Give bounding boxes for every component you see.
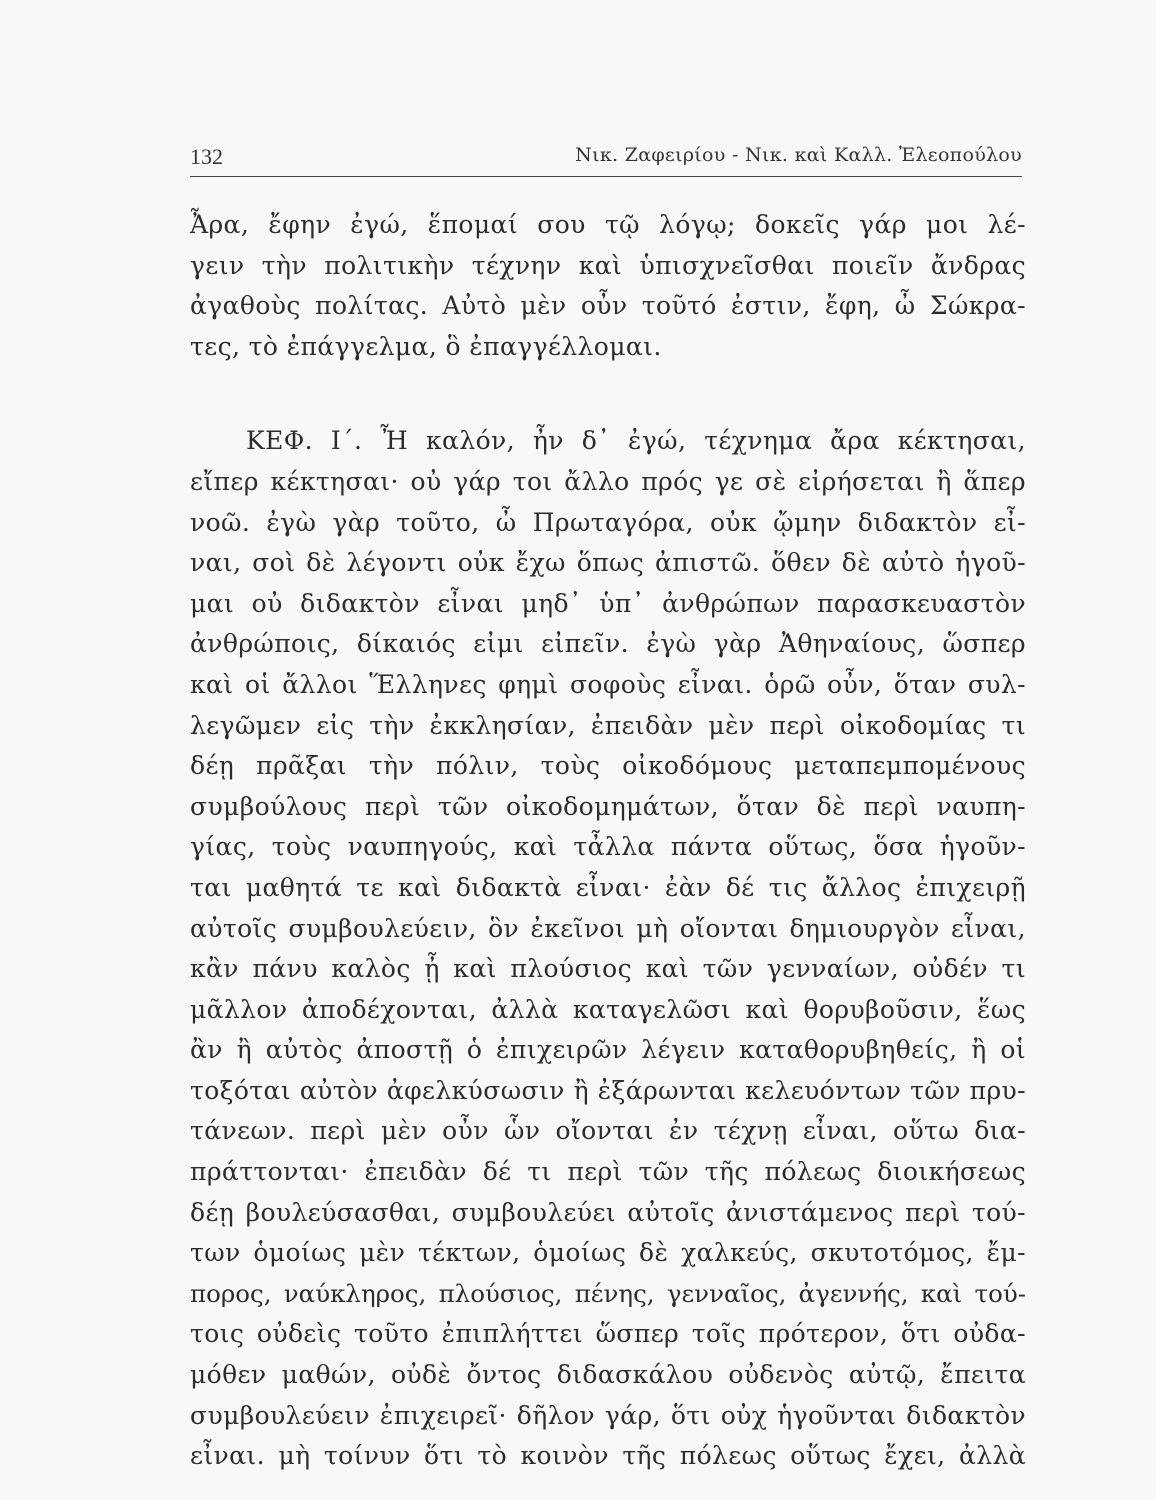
chapter-heading-line: ΚΕΦ. Ι΄. Ἦ καλόν, ἦν δ᾽ ἐγώ, τέχνημα ἄρα κέκτησαι,: [246, 426, 1026, 456]
text-line: συμβούλους περὶ τῶν οἰκοδομημάτων, ὅταν δὲ περὶ ναυπη-: [190, 791, 1026, 821]
paragraph-1: [190, 205, 1026, 367]
text-line: εἶναι. μὴ τοίνυν ὅτι τὸ κοινὸν τῆς πόλεως οὕτως ἔχει, ἀλλὰ: [190, 1441, 1026, 1471]
text-line: μᾶλλον ἀποδέχονται, ἀλλὰ καταγελῶσι καὶ θορυβοῦσιν, ἕως: [190, 994, 1026, 1024]
text-line: ἂν ἢ αὐτὸς ἀποστῇ ὁ ἐπιχειρῶν λέγειν καταθορυβηθείς, ἢ οἱ: [190, 1035, 1026, 1065]
paragraph-2: [190, 421, 1026, 1476]
text-line: εἴπερ κέκτησαι· οὐ γάρ τοι ἄλλο πρός γε σὲ εἰρήσεται ἢ ἅπερ: [190, 466, 1026, 496]
text-line: τάνεων. περὶ μὲν οὖν ὧν οἴονται ἐν τέχνῃ εἶναι, οὕτω δια-: [190, 1116, 1026, 1146]
text-line: Ἆρα, ἔφην ἐγώ, ἕπομαί σου τῷ λόγῳ; δοκεῖς γάρ μοι λέ-: [190, 210, 1026, 239]
text-line: τοξόται αὐτὸν ἀφελκύσωσιν ἢ ἐξάρωνται κελευόντων τῶν πρυ-: [190, 1075, 1026, 1105]
text-line: γίας, τοὺς ναυπηγούς, καὶ τἆλλα πάντα οὕτως, ὅσα ἡγοῦν-: [190, 832, 1026, 862]
text-line: λεγῶμεν εἰς τὴν ἐκκλησίαν, ἐπειδὰν μὲν περὶ οἰκοδομίας τι: [190, 710, 1026, 740]
text-line: πορος, ναύκληρος, πλούσιος, πένης, γενναῖος, ἀγεννής, καὶ τού-: [190, 1278, 1026, 1308]
header-rule: [190, 176, 1022, 177]
body-text: [190, 205, 1026, 1477]
page-header: [190, 140, 1022, 170]
paragraph-gap: [190, 367, 1026, 421]
text-line: ἀγαθοὺς πολίτας. Αὐτὸ μὲν οὖν τοῦτό ἐστιν, ἔφη, ὦ Σώκρα-: [190, 291, 1026, 321]
text-line: ται μαθητά τε καὶ διδακτὰ εἶναι· ἐὰν δέ τις ἄλλος ἐπιχειρῇ: [190, 872, 1026, 902]
text-line: πράττονται· ἐπειδὰν δέ τι περὶ τῶν τῆς πόλεως διοικήσεως: [190, 1157, 1026, 1187]
text-line: καὶ οἱ ἄλλοι Ἕλληνες φημὶ σοφοὺς εἶναι. ὁρῶ οὖν, ὅταν συλ-: [190, 669, 1026, 699]
text-line: δέῃ βουλεύσασθαι, συμβουλεύει αὐτοῖς ἀνιστάμενος περὶ τού-: [190, 1197, 1026, 1227]
text-line: ἀνθρώποις, δίκαιός εἰμι εἰπεῖν. ἐγὼ γὰρ Ἀθηναίους, ὥσπερ: [190, 629, 1026, 659]
text-line: αὐτοῖς συμβουλεύειν, ὃν ἐκεῖνοι μὴ οἴονται δημιουργὸν εἶναι,: [190, 913, 1026, 943]
running-head: Νικ. Ζαφειρίου - Νικ. καὶ Καλλ. Ἐλεοπούλου: [575, 144, 1022, 166]
text-line: συμβουλεύειν ἐπιχειρεῖ· δῆλον γάρ, ὅτι οὐχ ἡγοῦνται διδακτὸν: [190, 1400, 1026, 1430]
text-line: νοῶ. ἐγὼ γὰρ τοῦτο, ὦ Πρωταγόρα, οὐκ ᾤμην διδακτὸν εἶ-: [190, 507, 1026, 537]
text-line: κἂν πάνυ καλὸς ᾖ καὶ πλούσιος καὶ τῶν γενναίων, οὐδέν τι: [190, 954, 1026, 984]
text-line: των ὁμοίως μὲν τέκτων, ὁμοίως δὲ χαλκεύς, σκυτοτόμος, ἔμ-: [190, 1238, 1026, 1268]
text-line: μόθεν μαθών, οὐδὲ ὄντος διδασκάλου οὐδενὸς αὐτῷ, ἔπειτα: [190, 1360, 1026, 1390]
page-number: 132: [190, 144, 223, 169]
text-line: τες, τὸ ἐπάγγελμα, ὃ ἐπαγγέλλομαι.: [190, 331, 662, 361]
text-line: τοις οὐδεὶς τοῦτο ἐπιπλήττει ὥσπερ τοῖς πρότερον, ὅτι οὐδα-: [190, 1319, 1026, 1349]
text-line: δέῃ πρᾶξαι τὴν πόλιν, τοὺς οἰκοδόμους μεταπεμπομένους: [190, 751, 1026, 781]
text-line: μαι οὐ διδακτὸν εἶναι μηδ᾽ ὑπ᾽ ἀνθρώπων παρασκευαστὸν: [190, 588, 1026, 618]
text-line: γειν τὴν πολιτικὴν τέχνην καὶ ὑπισχνεῖσθαι ποιεῖν ἄνδρας: [190, 250, 1026, 280]
text-line: ναι, σοὶ δὲ λέγοντι οὐκ ἔχω ὅπως ἀπιστῶ. ὅθεν δὲ αὐτὸ ἡγοῦ-: [190, 548, 1026, 578]
